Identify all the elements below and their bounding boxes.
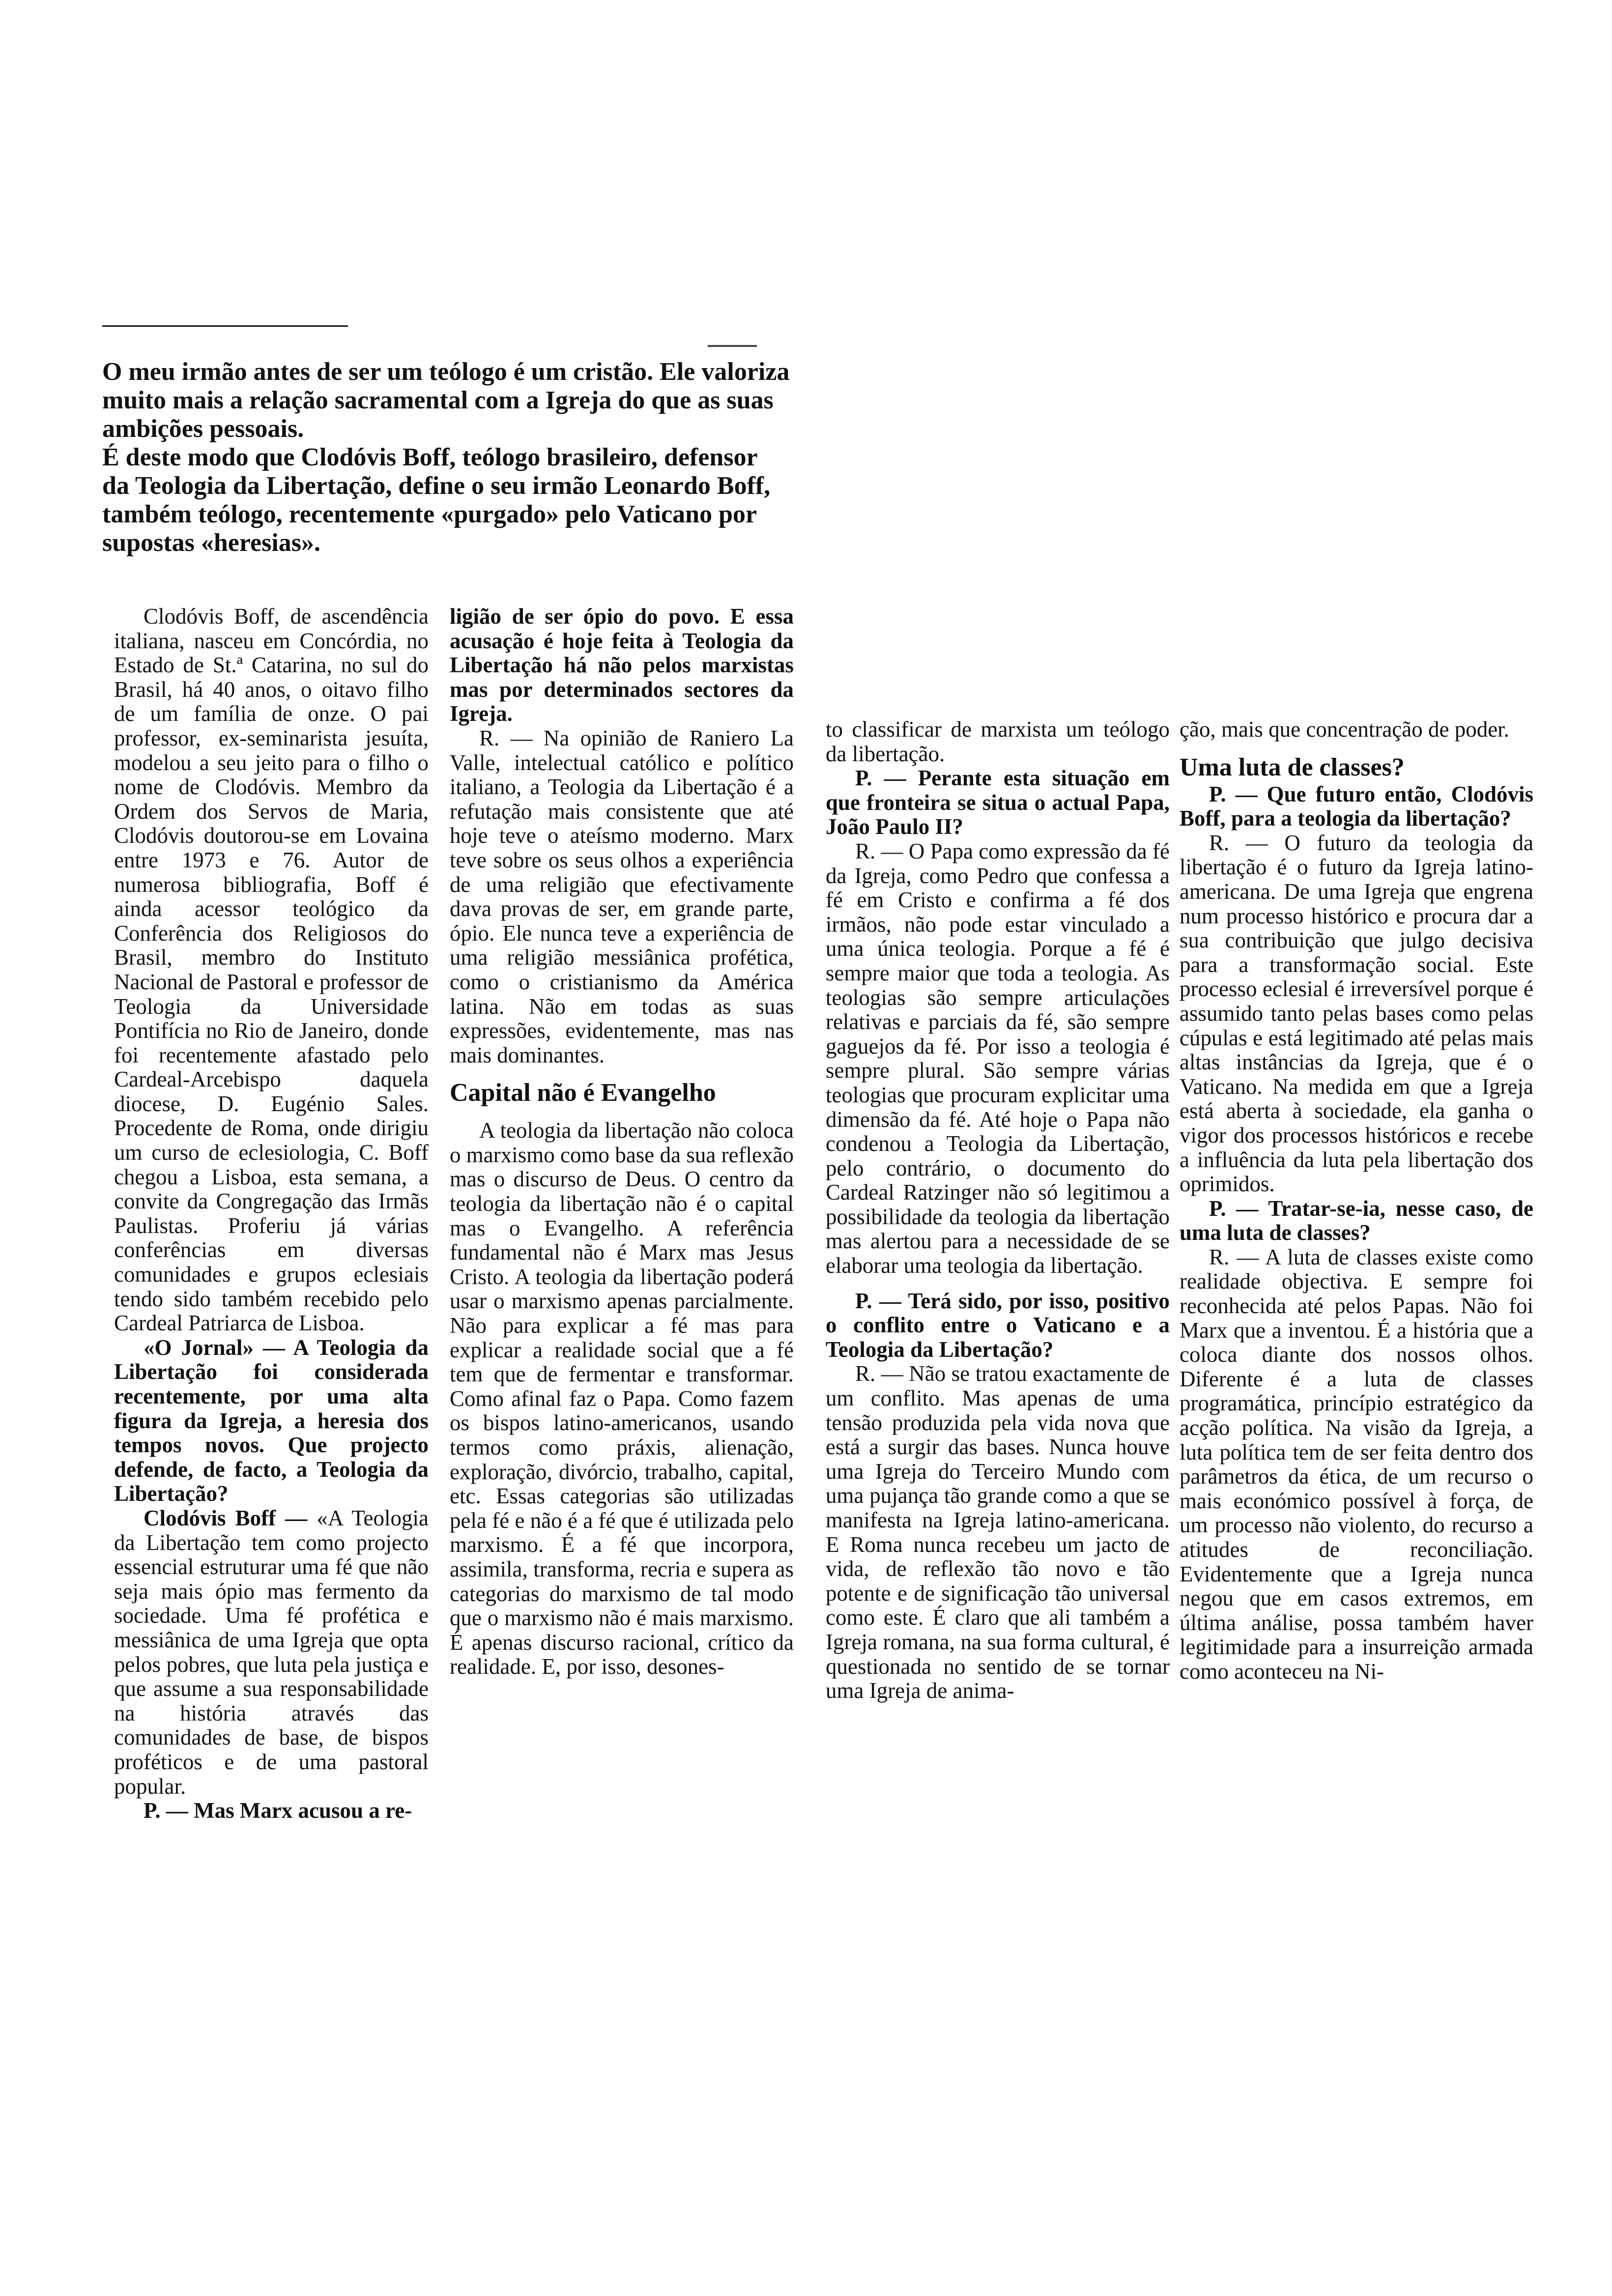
question-4: P. — Terá sido, por isso, positivo o conflito entre o Vaticano e a Teologia da Libertação? [826, 1288, 1170, 1362]
answer-4: R. — Não se tratou exactamente de um conflito. Mas apenas de uma tensão produzida pela vida nova que está a surgir das bases. Nunca houve uma Igreja do Terceiro Mundo com uma pujança tão grande como a que se manifesta na Igreja latino-americana. E Roma nunca recebeu um jacto de vida, de reflexão tão novo e tão potente e de significação tão universal como este. É claro que ali também a Igreja romana, na sua forma cultural, é questionada no sentido de se tornar uma Igreja de anima- [826, 1361, 1170, 1703]
subheading-luta: Uma luta de classes? [1180, 753, 1405, 781]
subheading-capital: Capital não é Evangelho [450, 1079, 716, 1107]
capital-paragraph: A teologia da libertação não coloca o marxismo como base da sua reflexão mas o discurso de Deus. O centro da teologia da libertação não é o capital mas o Evangelho. A referência fundamental não é Marx mas Jesus Cristo. A teologia da libertação poderá usar o marxismo apenas parcialmente. Não para explicar a fé mas para explicar a realidade social que a fé tem que de fermentar e transformar. Como afinal faz o Papa. Como fazem os bispos latino-americanos, usando termos como práxis, alienação, exploração, divórcio, trabalho, capital, etc. Essas categorias são utilizadas pela fé e não é a fé que é utilizada pelo marxismo. É a fé que incorpora, assimila, transforma, recria e supera as categorias do marxismo de tal modo que o marxismo não é mais marxismo. É apenas discurso racional, crítico da realidade. E, por isso, desones- [450, 1118, 794, 1679]
column-2 [450, 604, 794, 1679]
article-lead [102, 358, 790, 557]
top-rule [102, 325, 348, 327]
bio-paragraph: Clodóvis Boff, de ascendência italiana, nasceu em Concórdia, no Estado de St.ª Catarina, no sul do Brasil, há 40 anos, o oitavo filho de um família de onze. O pai professor, ex-seminarista jesuíta, modelou a seu jeito para o filho o nome de Clodóvis. Membro da Ordem dos Servos de Maria, Clodóvis doutorou-se em Lovaina entre 1973 e 76. Autor de numerosa bibliografia, Boff é ainda acessor teológico da Conferência dos Religiosos do Brasil, membro do Instituto Nacional de Pastoral e professor de Teologia da Universidade Pontifícia no Rio de Janeiro, donde foi recentemente afastado pelo Cardeal-Arcebispo daquela diocese, D. Eugénio Sales. Procedente de Roma, onde dirigiu um curso de eclesiologia, C. Boff chegou a Lisboa, esta semana, a convite da Congregação das Irmãs Paulistas. Proferiu já várias conferências em diversas comunidades e grupos eclesiais tendo sido também recebido pelo Cardeal Patriarca de Lisboa. [114, 604, 429, 1336]
question-1: «O Jornal» — A Teologia da Libertação foi considerada recentemente, por uma alta figura da Igreja, a heresia dos tempos novos. Que projecto defende, de facto, a Teologia da Libertação? [114, 1335, 429, 1506]
question-6: P. — Tratar-se-ia, nesse caso, de uma luta de classes? [1180, 1196, 1533, 1245]
answer-1-text: «A Teologia da Libertação tem como projecto essencial estruturar uma fé que não seja mais ópio mas fermento da sociedade. Uma fé profética e messiânica de uma Igreja que opta pelos pobres, que luta pela justiça e que assume a sua responsabilidade na história através das comunidades de base, de bispos proféticos e de uma pastoral popular. [114, 1505, 429, 1799]
question-5: P. — Que futuro então, Clodóvis Boff, para a teologia da libertação? [1180, 781, 1533, 831]
question-3: P. — Perante esta situação em que fronteira se situa o actual Papa, João Paulo II? [826, 766, 1170, 839]
answer-6: R. — A luta de classes existe como realidade objectiva. E sempre foi reconhecida até pelos Papas. Não foi Marx que a inventou. É a história que a coloca diante dos nossos olhos. Diferente é a luta de classes programática, princípio estratégico da acção política. Na visão da Igreja, a luta política tem de ser feita dentro dos parâmetros da ética, de um recurso o mais económico possível à força, de um processo não violento, do recurso a atitudes de reconciliação. Evidentemente que a Igreja nunca negou que em casos extremos, em última análise, possa também haver legitimidade para a insurreição armada como aconteceu na Ni- [1180, 1244, 1533, 1684]
lead-summary: É deste modo que Clodóvis Boff, teólogo brasileiro, defensor da Teologia da Libertação, define o seu irmão Leonardo Boff, também teólogo, recentemente «purgado» pelo Vaticano por supostas «heresias». [102, 443, 771, 557]
column-4 [1180, 718, 1533, 1684]
column-1 [114, 604, 429, 1823]
question-2: P. — Mas Marx acusou a re- [144, 1798, 412, 1823]
question-2-continued: ligião de ser ópio do povo. E essa acusação é hoje feita à Teologia da Libertação há não pelos marxistas mas por determinados sectores da Igreja. [450, 604, 794, 726]
column-3-continuation: to classificar de marxista um teólogo da libertação. [826, 717, 1170, 766]
column-4-continuation: ção, mais que concentração de poder. [1180, 717, 1509, 742]
answer-5: R. — O futuro da teologia da libertação é o futuro da Igreja latino-americana. De uma Igreja que engrena num processo histórico e procura dar a sua contribuição que julgo decisiva para a transformação social. Este processo eclesial é irreversível porque é assumido tanto pelas bases como pelas cúpulas e está legitimado até pelas mais altas instâncias da Igreja, que é o Vaticano. Na medida em que a Igreja está aberta à sociedade, ela ganha o vigor dos processos históricos e recebe a influência da luta pela libertação dos oprimidos. [1180, 830, 1533, 1197]
answer-1-lead: Clodóvis Boff — [144, 1505, 308, 1530]
answer-3: R. — O Papa como expressão da fé da Igreja, como Pedro que confessa a fé em Cristo e confirma a fé dos irmãos, não pode estar vinculado a uma única teologia. Porque a fé é sempre maior que toda a teologia. As teologias são sempre articulações relativas e parciais da fé, são sempre gaguejos da fé. Por isso a teologia é sempre plural. São sempre várias teologias que procuram explicitar uma dimensão da fé. Até hoje o Papa não condenou a Teologia da Libertação, pelo contrário, o documento do Cardeal Ratzinger não só legitimou a possibilidade da teologia da libertação mas alertou para a necessidade de se elaborar uma teologia da libertação. [826, 838, 1170, 1278]
lead-quote: O meu irmão antes de ser um teólogo é um cristão. Ele valoriza muito mais a relação sacramental com a Igreja do que as suas ambições pessoais. [102, 358, 790, 443]
print-mark [708, 345, 757, 347]
answer-1 [114, 1506, 429, 1799]
answer-2: R. — Na opinião de Raniero La Valle, intelectual católico e político italiano, a Teologia da Libertação é a refutação mais consistente que até hoje teve o ateísmo moderno. Marx teve sobre os seus olhos a experiência de uma religião que efectivamente dava provas de ser, em grande parte, ópio. Ele nunca teve a experiência de uma religião messiânica profética, como o cristianismo da América latina. Não em todas as suas expressões, evidentemente, mas nas mais dominantes. [450, 725, 794, 1067]
column-3 [826, 718, 1170, 1703]
